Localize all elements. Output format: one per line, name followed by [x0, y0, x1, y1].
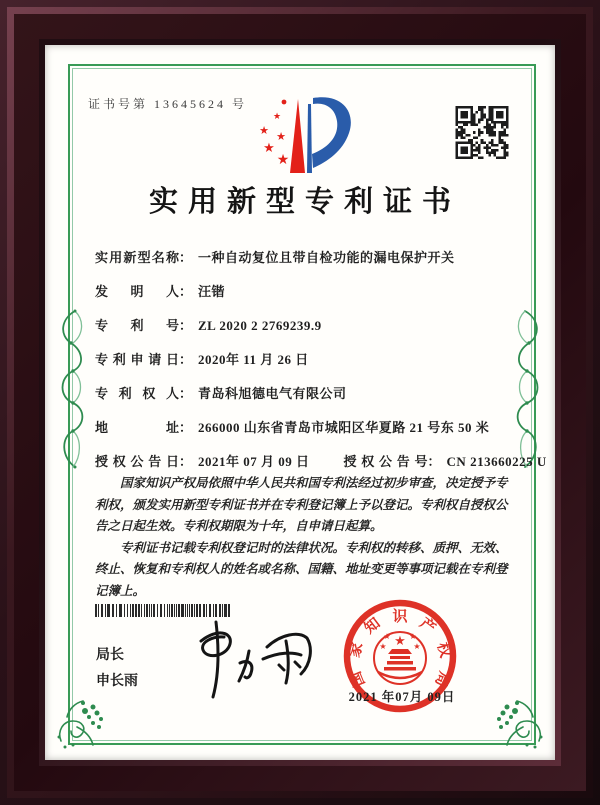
- director-title: 局长: [96, 646, 124, 662]
- director-signature-icon: [183, 615, 323, 703]
- field-colon: ：: [179, 454, 193, 469]
- certificate-number: 证书号第 13645624 号: [88, 97, 248, 111]
- field-label: 实用新型名称: [95, 250, 179, 265]
- svg-text:产: 产: [416, 615, 439, 638]
- certificate-fields: [95, 248, 547, 486]
- field-value: 一种自动复位且带自检功能的漏电保护开关: [198, 250, 455, 265]
- certificate-title: 实用新型专利证书: [148, 186, 461, 218]
- svg-text:★: ★: [394, 634, 406, 649]
- svg-text:★: ★: [276, 152, 290, 168]
- field-label: 授权公告号: [343, 454, 428, 469]
- certificate-paper: [45, 45, 555, 760]
- field-row-name: [95, 248, 511, 268]
- svg-text:家: 家: [346, 640, 367, 660]
- field-row-patent-number: [95, 316, 511, 336]
- legal-text: [95, 473, 509, 602]
- svg-text:★: ★: [272, 112, 282, 122]
- svg-text:★: ★: [263, 141, 275, 156]
- field-label: 专利申请日: [95, 352, 179, 367]
- cnipa-logo-icon: [253, 91, 358, 177]
- bottom-right-floral-ornament-icon: [497, 697, 545, 749]
- left-scroll-ornament-icon: [51, 307, 97, 472]
- bottom-left-floral-ornament-icon: [55, 697, 103, 749]
- svg-text:★: ★: [409, 632, 417, 641]
- svg-text:国: 国: [348, 668, 369, 689]
- svg-text:★: ★: [276, 130, 286, 143]
- field-colon: ：: [427, 454, 441, 469]
- field-value: CN 213660225 U: [446, 454, 547, 469]
- field-value: 汪锴: [198, 284, 226, 299]
- svg-text:权: 权: [433, 640, 454, 660]
- field-value: ZL 2020 2 2769239.9: [198, 318, 322, 333]
- field-row-filing-date: [95, 350, 511, 370]
- seal-date: 2021 年07月 09日: [348, 690, 456, 704]
- svg-text:★: ★: [259, 124, 269, 137]
- field-row-inventor: [95, 282, 511, 302]
- grant-number-pair: [344, 452, 547, 472]
- field-label: 授权公告日: [95, 454, 179, 469]
- field-colon: ：: [179, 250, 193, 265]
- director-name: 申长雨: [96, 672, 138, 688]
- svg-text:识: 识: [392, 609, 408, 625]
- qr-code: [455, 106, 509, 159]
- field-colon: ：: [179, 352, 193, 367]
- svg-text:★: ★: [383, 632, 391, 641]
- svg-text:★: ★: [379, 642, 387, 651]
- field-label: 发明人: [95, 284, 179, 299]
- field-value: 青岛科旭德电气有限公司: [198, 386, 347, 401]
- field-row-patentee: [95, 384, 511, 404]
- field-colon: ：: [179, 420, 193, 435]
- field-label: 专利号: [95, 318, 179, 333]
- svg-text:局: 局: [431, 668, 452, 689]
- field-colon: ：: [179, 318, 193, 333]
- field-colon: ：: [179, 386, 193, 401]
- field-row-grant: [95, 452, 547, 472]
- field-value: 2021年 07 月 09 日: [198, 454, 310, 469]
- svg-text:★: ★: [413, 642, 421, 651]
- field-value: 266000 山东省青岛市城阳区华夏路 21 号东 50 米: [198, 420, 490, 435]
- field-label: 专利权人: [95, 386, 179, 401]
- field-label: 地址: [95, 420, 179, 435]
- seal-emblem: [374, 632, 426, 684]
- field-row-address: [95, 418, 511, 438]
- svg-text:知: 知: [361, 615, 384, 638]
- legal-paragraph-2: 专利证书记载专利权登记时的法律状况。专利权的转移、质押、无效、终止、恢复和专利权人的姓名或名称、国籍、地址变更等事项记载在专利登记簿上。: [95, 540, 508, 598]
- legal-paragraph-1: 国家知识产权局依照中华人民共和国专利法经过初步审查，决定授予专利权，颁发实用新型专利证书并在专利登记簿上予以登记。专利权自授权公告之日起生效。专利权期限为十年，自申请日起算。: [95, 476, 508, 533]
- grant-date-pair: [95, 452, 310, 472]
- field-colon: ：: [179, 284, 193, 299]
- field-value: 2020年 11 月 26 日: [198, 352, 309, 367]
